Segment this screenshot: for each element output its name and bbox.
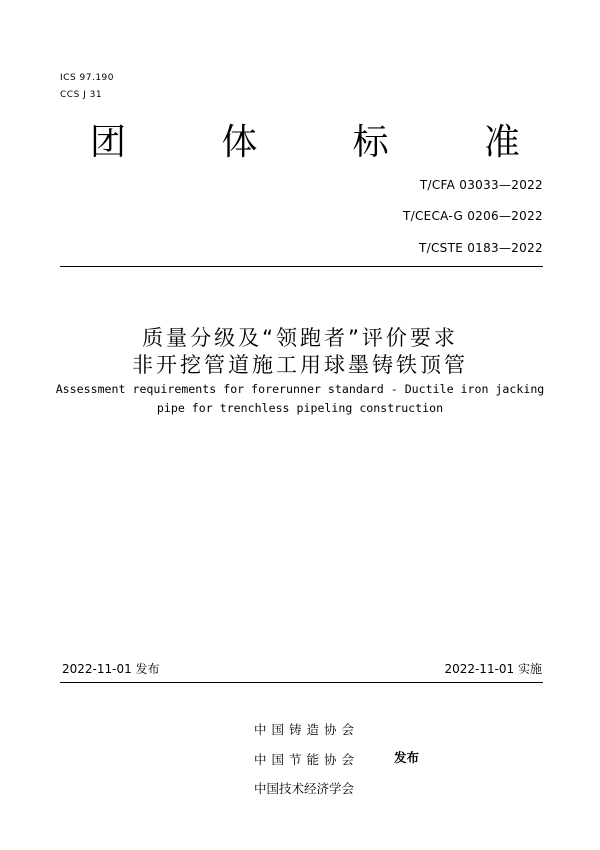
standard-code-ceca: T/CECA-G 0206—2022 [402,209,543,223]
publisher-org: 中国铸造协会 [254,722,360,737]
title-char: 准 [483,122,520,163]
footer-divider [60,682,543,683]
title-char: 团 [90,122,127,163]
title-char: 体 [221,122,258,163]
en-title-line-1: Assessment requirements for forerunner standard - Ductile iron jacking [55,382,545,396]
standard-code-cste: T/CSTE 0183—2022 [419,241,543,255]
document-type-title [90,118,520,168]
header-divider [60,266,543,267]
ics-code: ICS 97.190 [60,73,115,83]
title-char: 标 [352,122,389,163]
standard-code-cfa: T/CFA 03033—2022 [419,178,543,192]
publisher-org: 中国节能协会 [254,752,360,767]
implementation-date: 2022-11-01 实施 [444,662,542,676]
cn-title-line-1: 质量分级及“领跑者”评价要求 [142,326,458,350]
publisher-org: 中国技术经济学会 [254,781,355,796]
ccs-code: CCS J 31 [60,90,103,100]
en-title-line-2: pipe for trenchless pipeling construction [156,401,444,415]
release-date: 2022-11-01 发布 [62,662,160,676]
cn-title-line-2: 非开挖管道施工用球墨铸铁顶管 [132,353,468,377]
publish-label: 发布 [394,750,420,765]
